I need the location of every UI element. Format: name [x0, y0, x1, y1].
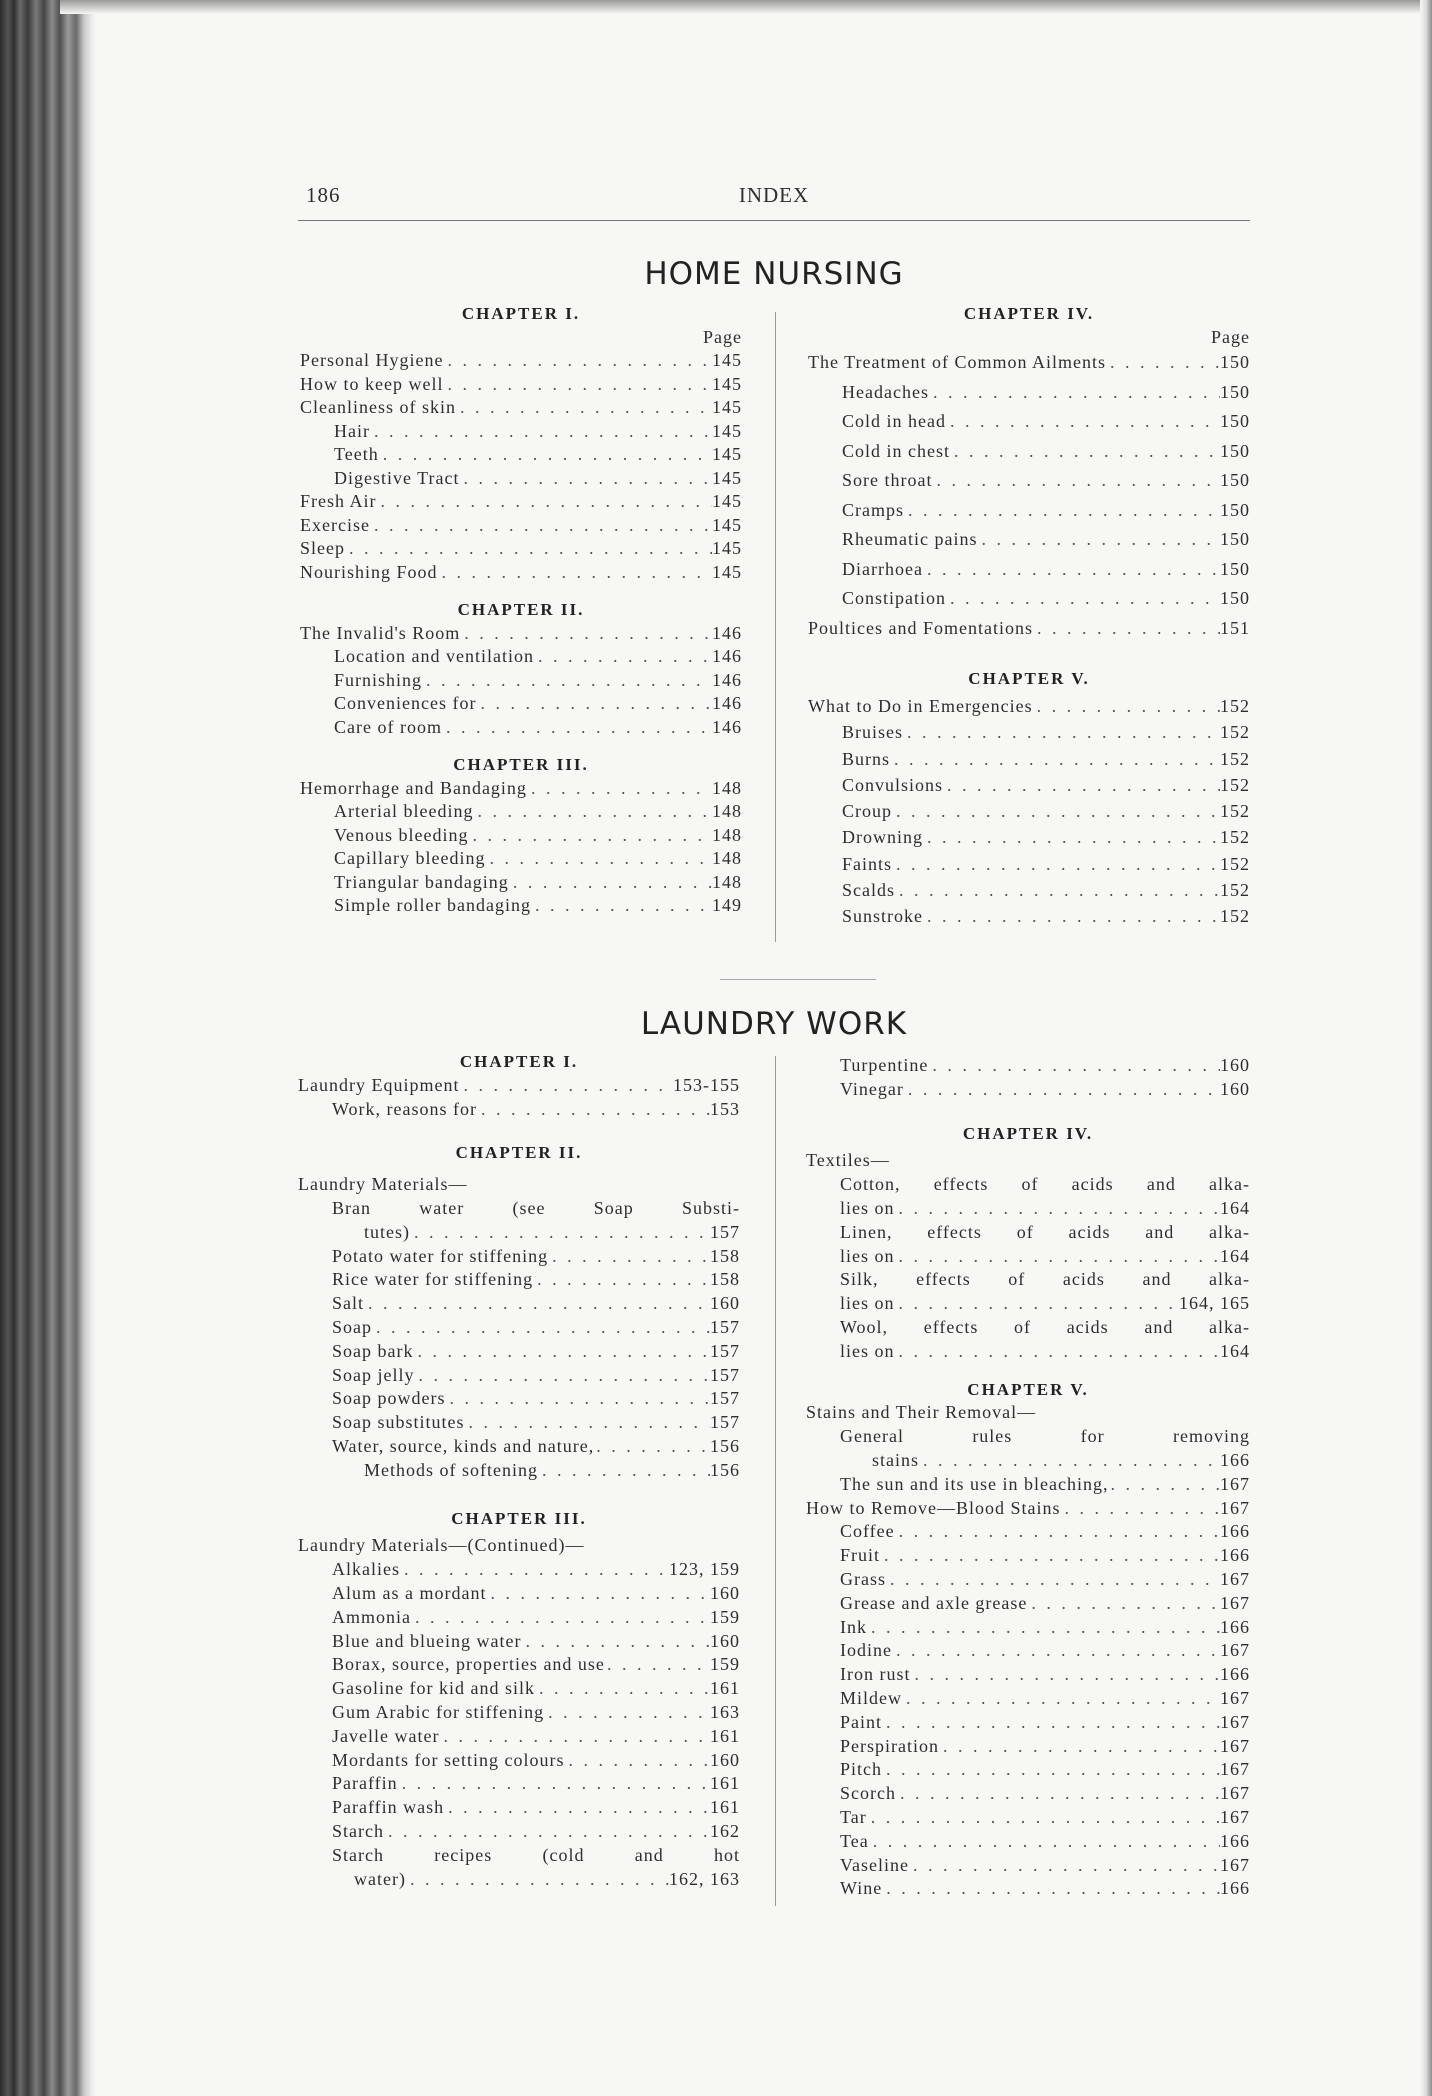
index-entry: Blue and blueing water . . . 160 [298, 1630, 740, 1654]
index-entry: Soap powders . . . 157 [298, 1387, 740, 1411]
index-entry-wrapped: Silk, effects of acids and alka- [840, 1269, 1250, 1290]
section-title-laundry-work: LAUNDRY WORK [640, 1006, 908, 1042]
index-entry: Cramps . . . 150 [808, 496, 1250, 526]
index-entry: Soap bark . . . 157 [298, 1340, 740, 1364]
index-entry: Fresh Air . . . 145 [300, 490, 742, 514]
home-nursing-left-column [300, 302, 742, 918]
index-entry-wrapped: Bran water (see Soap Substi- [332, 1197, 740, 1218]
index-entry: Methods of softening . . . 156 [298, 1459, 740, 1483]
index-entry: lies on . . . 164 [806, 1340, 1250, 1364]
chapter-heading: CHAPTER I. [459, 1052, 579, 1071]
index-entry: Faints . . . 152 [808, 851, 1250, 877]
index-entry: How to Remove—Blood Stains . . . 167 [806, 1497, 1250, 1521]
index-entry: Paraffin wash . . . 161 [298, 1796, 740, 1820]
index-entry: Venous bleeding . . . 148 [300, 824, 742, 848]
index-entry: Triangular bandaging . . . 148 [300, 871, 742, 895]
index-entry: Drowning . . . 152 [808, 824, 1250, 850]
index-heading: Laundry Materials—(Continued)— [298, 1535, 585, 1556]
index-entry-wrapped: Linen, effects of acids and alka- [840, 1221, 1250, 1242]
index-entry: Conveniences for . . . 146 [300, 692, 742, 716]
index-entry: Cleanliness of skin . . . 145 [300, 396, 742, 420]
index-entry: Soap jelly . . . 157 [298, 1364, 740, 1388]
index-heading: Textiles— [806, 1150, 890, 1171]
column-rule [775, 1056, 776, 1906]
index-entry: Simple roller bandaging . . . 149 [300, 894, 742, 918]
index-entry: Laundry Equipment . . . 153-155 [298, 1074, 740, 1098]
index-entry: Paint . . . 167 [806, 1711, 1250, 1735]
index-entry: Personal Hygiene . . . 145 [300, 349, 742, 373]
running-title: INDEX [738, 183, 810, 207]
chapter-heading: CHAPTER IV. [963, 304, 1095, 323]
index-entry: Tea . . . 166 [806, 1830, 1250, 1854]
chapter-heading: CHAPTER V. [967, 1379, 1089, 1399]
index-entry: Vaseline . . . 167 [806, 1854, 1250, 1878]
index-heading: Stains and Their Removal— [806, 1402, 1037, 1423]
index-entry: Pitch . . . 167 [806, 1758, 1250, 1782]
chapter-heading: CHAPTER V. [968, 669, 1090, 688]
chapter-heading: CHAPTER II. [457, 600, 585, 619]
laundry-left-column [298, 1050, 740, 1891]
index-entry: Wine . . . 166 [806, 1877, 1250, 1901]
index-entry: Location and ventilation . . . 146 [300, 645, 742, 669]
index-entry: tutes) . . . 157 [298, 1221, 740, 1245]
chapter-v-entries [808, 693, 1250, 930]
running-head [298, 183, 1250, 213]
index-entry: Cold in chest . . . 150 [808, 437, 1250, 467]
index-entry: Alkalies . . . 123, 159 [298, 1558, 740, 1582]
section-divider [720, 979, 876, 980]
index-entry: lies on . . . 164 [806, 1197, 1250, 1221]
index-entry: Turpentine . . . 160 [806, 1054, 1250, 1078]
index-entry: Sore throat . . . 150 [808, 466, 1250, 496]
index-entry: Burns . . . 152 [808, 746, 1250, 772]
index-entry: Starch . . . 162 [298, 1820, 740, 1844]
section-title-home-nursing: HOME NURSING [644, 256, 904, 292]
index-entry: Furnishing . . . 146 [300, 669, 742, 693]
index-entry: Croup . . . 152 [808, 798, 1250, 824]
index-entry: Rice water for stiffening . . . 158 [298, 1268, 740, 1292]
index-entry: The Treatment of Common Ailments . . . 150 [808, 348, 1250, 378]
index-entry: The Invalid's Room . . . 146 [300, 622, 742, 646]
index-entry: Sleep . . . 145 [300, 537, 742, 561]
index-entry: Borax, source, properties and use . . . 159 [298, 1653, 740, 1677]
index-entry: How to keep well . . . 145 [300, 373, 742, 397]
index-entry: Mildew . . . 167 [806, 1687, 1250, 1711]
page-column-label: Page [1211, 327, 1250, 347]
chapter-heading: CHAPTER I. [461, 304, 581, 323]
index-entry: Grass . . . 167 [806, 1568, 1250, 1592]
index-entry-wrapped: Starch recipes (cold and hot [332, 1844, 740, 1865]
index-entry: Bruises . . . 152 [808, 719, 1250, 745]
index-entry: lies on . . . 164, 165 [806, 1292, 1250, 1316]
index-entry: Coffee . . . 166 [806, 1520, 1250, 1544]
index-entry: Cold in head . . . 150 [808, 407, 1250, 437]
index-entry: Fruit . . . 166 [806, 1544, 1250, 1568]
index-entry: Ink . . . 166 [806, 1616, 1250, 1640]
index-entry: Poultices and Fomentations . . . 151 [808, 614, 1250, 644]
index-entry: Exercise . . . 145 [300, 514, 742, 538]
index-entry: Care of room . . . 146 [300, 716, 742, 740]
index-entry-wrapped: General rules for removing [840, 1426, 1250, 1447]
index-entry: Digestive Tract . . . 145 [300, 467, 742, 491]
index-entry: Scorch . . . 167 [806, 1782, 1250, 1806]
index-entry-wrapped: Cotton, effects of acids and alka- [840, 1174, 1250, 1195]
index-entry: water) . . . 162, 163 [298, 1868, 740, 1892]
index-entry: Arterial bleeding . . . 148 [300, 800, 742, 824]
index-entry: Iodine . . . 167 [806, 1639, 1250, 1663]
index-entry-wrapped: Wool, effects of acids and alka- [840, 1316, 1250, 1337]
home-nursing-right-column [808, 302, 1250, 930]
index-entry: Work, reasons for . . . 153 [298, 1098, 740, 1122]
index-entry: Vinegar . . . 160 [806, 1078, 1250, 1102]
index-entry: Gasoline for kid and silk . . . 161 [298, 1677, 740, 1701]
index-entry: Convulsions . . . 152 [808, 772, 1250, 798]
index-entry: stains . . . 166 [806, 1449, 1250, 1473]
column-rule [775, 312, 776, 942]
index-entry: Soap substitutes . . . 157 [298, 1411, 740, 1435]
index-entry: Salt . . . 160 [298, 1292, 740, 1316]
index-entry: Hair . . . 145 [300, 420, 742, 444]
index-entry: What to Do in Emergencies . . . 152 [808, 693, 1250, 719]
index-entry: Teeth . . . 145 [300, 443, 742, 467]
index-entry: Constipation . . . 150 [808, 584, 1250, 614]
index-entry: Diarrhoea . . . 150 [808, 555, 1250, 585]
chapter-heading: CHAPTER III. [451, 1508, 587, 1528]
index-entry: Nourishing Food . . . 145 [300, 561, 742, 585]
index-entry: Iron rust . . . 166 [806, 1663, 1250, 1687]
index-entry: Rheumatic pains . . . 150 [808, 525, 1250, 555]
index-entry: Alum as a mordant . . . 160 [298, 1582, 740, 1606]
index-entry: Headaches . . . 150 [808, 378, 1250, 408]
index-entry: Scalds . . . 152 [808, 877, 1250, 903]
head-rule [298, 220, 1250, 221]
page-column-label: Page [703, 326, 742, 347]
laundry-right-column [806, 1054, 1250, 1901]
index-entry: The sun and its use in bleaching, . . . 167 [806, 1473, 1250, 1497]
index-entry: Paraffin . . . 161 [298, 1772, 740, 1796]
chapter-heading: CHAPTER IV. [962, 1123, 1094, 1143]
index-entry: Javelle water . . . 161 [298, 1725, 740, 1749]
index-entry: Capillary bleeding . . . 148 [300, 847, 742, 871]
index-entry: Hemorrhage and Bandaging . . . 148 [300, 777, 742, 801]
index-entry: Soap . . . 157 [298, 1316, 740, 1340]
page-number: 186 [306, 183, 341, 207]
index-entry: Perspiration . . . 167 [806, 1735, 1250, 1759]
index-entry: Tar . . . 167 [806, 1806, 1250, 1830]
index-entry: Potato water for stiffening . . . 158 [298, 1245, 740, 1269]
chapter-heading: CHAPTER II. [455, 1143, 583, 1163]
index-entry: Ammonia . . . 159 [298, 1606, 740, 1630]
index-entry: Mordants for setting colours . . . 160 [298, 1749, 740, 1773]
index-entry: Gum Arabic for stiffening . . . 163 [298, 1701, 740, 1725]
index-entry: Grease and axle grease . . . 167 [806, 1592, 1250, 1616]
chapter-heading: CHAPTER III. [453, 755, 589, 774]
index-entry: Water, source, kinds and nature, . . . 156 [298, 1435, 740, 1459]
index-entry: lies on . . . 164 [806, 1245, 1250, 1269]
index-heading: Laundry Materials— [298, 1174, 468, 1195]
index-entry: Sunstroke . . . 152 [808, 903, 1250, 929]
